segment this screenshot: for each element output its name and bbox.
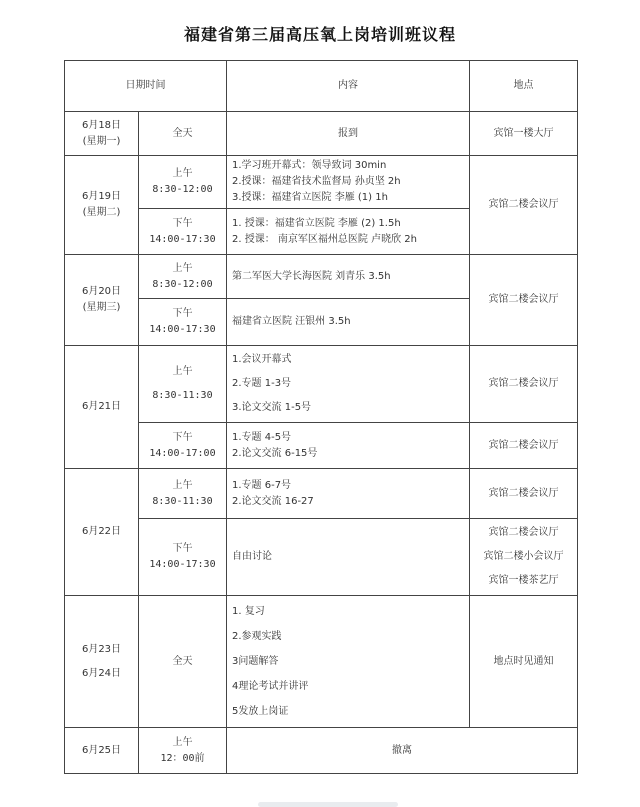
content-cell xyxy=(227,299,470,346)
content-cell: 报到 xyxy=(227,112,470,156)
time-range: 8:30-11:30 xyxy=(152,495,213,507)
content-cell xyxy=(227,469,470,519)
time-cell xyxy=(139,209,227,255)
weekday-label: (星期二) xyxy=(82,207,121,218)
location-cell: 地点时见通知 xyxy=(470,596,578,728)
period-label: 下午 xyxy=(172,308,193,319)
time-range: 14:00-17:00 xyxy=(149,447,216,459)
content-cell: 撤离 xyxy=(227,728,578,774)
table-row xyxy=(65,255,578,299)
table-row xyxy=(65,469,578,519)
content-line: 1.专题 4-5号 xyxy=(232,431,292,443)
date-cell xyxy=(65,255,139,346)
content-line: 1.学习班开幕式：领导致词 30min xyxy=(232,160,387,171)
content-line: 3.授课：福建省立医院 李雁 (1) 1h xyxy=(232,192,388,203)
location-cell: 宾馆二楼会议厅 xyxy=(470,423,578,469)
period-label: 下午 xyxy=(172,431,193,443)
content-line: 5发放上岗证 xyxy=(232,706,289,717)
content-line: 2.论文交流 6-15号 xyxy=(232,447,318,459)
date-cell xyxy=(65,156,139,255)
date-cell: 6月25日 xyxy=(65,728,139,774)
content-cell xyxy=(227,519,470,596)
location-cell: 宾馆二楼会议厅 xyxy=(470,469,578,519)
content-line: 第二军医大学长海医院 刘青乐 3.5h xyxy=(232,270,391,282)
location-line: 宾馆二楼会议厅 xyxy=(488,527,559,538)
weekday-label: (星期一) xyxy=(82,135,121,147)
date-label: 6月18日 xyxy=(81,119,122,131)
time-cell xyxy=(139,299,227,346)
content-cell xyxy=(227,423,470,469)
weekday-label: (星期三) xyxy=(82,302,121,313)
content-line: 2.论文交流 16-27 xyxy=(232,495,314,507)
time-range: 14:00-17:30 xyxy=(149,324,216,335)
content-line: 福建省立医院 汪银州 3.5h xyxy=(232,316,351,327)
content-line: 2. 授课： 南京军区福州总医院 卢晓欣 2h xyxy=(232,233,417,245)
location-cell: 宾馆二楼会议厅 xyxy=(470,346,578,423)
content-line: 2.专题 1-3号 xyxy=(232,378,292,389)
content-cell xyxy=(227,596,470,728)
header-content: 内容 xyxy=(227,61,470,112)
date-cell xyxy=(65,596,139,728)
content-cell xyxy=(227,156,470,209)
agenda-table xyxy=(64,60,578,774)
date-label: 6月22日 xyxy=(81,526,122,537)
content-cell xyxy=(227,346,470,423)
content-line: 1.会议开幕式 xyxy=(232,354,292,365)
time-cell: 全天 xyxy=(139,112,227,156)
period-label: 上午 xyxy=(172,736,193,748)
date-cell xyxy=(65,469,139,596)
time-range: 8:30-12:00 xyxy=(152,184,213,195)
content-line: 2.参观实践 xyxy=(232,631,282,642)
time-cell xyxy=(139,346,227,423)
bottom-scroll-indicator xyxy=(258,802,398,807)
content-line: 3.论文交流 1-5号 xyxy=(232,402,312,413)
period-label: 下午 xyxy=(172,543,193,554)
time-cell xyxy=(139,156,227,209)
content-line: 1. 授课：福建省立医院 李雁 (2) 1.5h xyxy=(232,217,401,229)
time-range: 8:30-12:00 xyxy=(152,278,213,290)
time-range: 14:00-17:30 xyxy=(149,233,216,245)
content-line: 1.专题 6-7号 xyxy=(232,479,292,491)
period-label: 上午 xyxy=(172,262,193,274)
date-label: 6月19日 xyxy=(81,191,122,202)
time-cell: 全天 xyxy=(139,596,227,728)
page-title: 福建省第三届高压氧上岗培训班议程 xyxy=(183,25,456,44)
table-row xyxy=(65,519,578,596)
date-cell xyxy=(65,112,139,156)
date-label: 6月20日 xyxy=(81,286,122,297)
time-range: 8:30-11:30 xyxy=(152,390,213,401)
table-row xyxy=(65,346,578,423)
header-location: 地点 xyxy=(470,61,578,112)
table-row xyxy=(65,156,578,209)
table-row xyxy=(65,728,578,774)
content-line: 2.授课：福建省技术监督局 孙贞坚 2h xyxy=(232,176,401,187)
content-line: 3问题解答 xyxy=(232,656,279,667)
date-label: 6月21日 xyxy=(81,401,122,412)
time-cell xyxy=(139,519,227,596)
date-cell xyxy=(65,346,139,469)
location-line: 宾馆二楼小会议厅 xyxy=(483,551,564,562)
location-cell: 宾馆二楼会议厅 xyxy=(470,156,578,255)
content-line: 4理论考试并讲评 xyxy=(232,681,309,692)
time-cell xyxy=(139,469,227,519)
header-row xyxy=(65,61,578,112)
content-cell xyxy=(227,255,470,299)
time-range: 14:00-17:30 xyxy=(149,559,216,570)
location-cell: 宾馆二楼会议厅 xyxy=(470,255,578,346)
location-cell: 宾馆一楼大厅 xyxy=(470,112,578,156)
period-label: 上午 xyxy=(172,168,193,179)
table-row xyxy=(65,423,578,469)
date-label: 6月24日 xyxy=(81,667,122,679)
time-range: 12：00前 xyxy=(160,752,205,764)
table-row xyxy=(65,112,578,156)
time-cell xyxy=(139,423,227,469)
time-cell xyxy=(139,255,227,299)
location-cell xyxy=(470,519,578,596)
content-line: 自由讨论 xyxy=(232,551,272,562)
content-line: 1. 复习 xyxy=(232,606,265,617)
period-label: 下午 xyxy=(172,217,193,229)
date-label: 6月23日 xyxy=(81,643,122,655)
location-line: 宾馆一楼茶艺厅 xyxy=(488,575,559,586)
period-label: 上午 xyxy=(172,479,193,491)
header-date-time: 日期时间 xyxy=(65,61,227,112)
content-cell xyxy=(227,209,470,255)
period-label: 上午 xyxy=(172,366,193,377)
table-row xyxy=(65,596,578,728)
time-cell xyxy=(139,728,227,774)
